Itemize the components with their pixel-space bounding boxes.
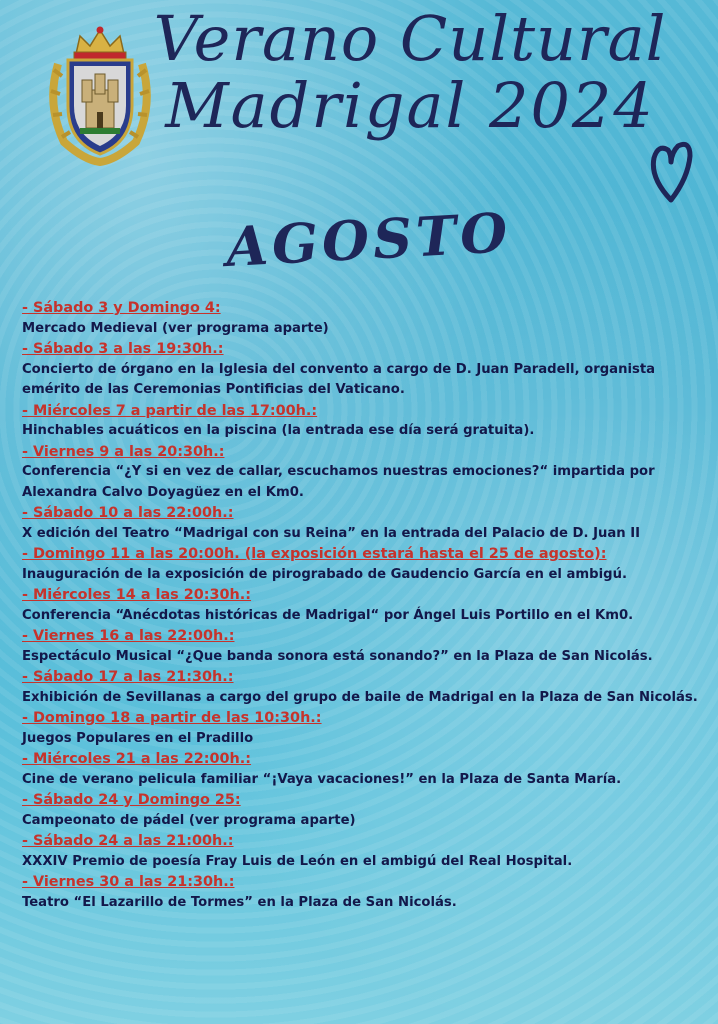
event-item: [22, 626, 702, 667]
event-description: Cine de verano pelicula familiar “¡Vaya vacaciones!” en la Plaza de Santa María.: [22, 771, 622, 787]
event-date: - Sábado 24 a las 21:00h.:: [22, 833, 234, 849]
event-description: Concierto de órgano en la Iglesia del convento a cargo de D. Juan Paradell, organista emérito de las Ceremonias Pontificias del Vaticano.: [22, 361, 656, 397]
event-item: [22, 503, 702, 544]
event-date: - Viernes 16 a las 22:00h.:: [22, 628, 235, 644]
crest-icon: [44, 24, 156, 166]
event-date: - Miércoles 7 a partir de las 17:00h.:: [22, 402, 318, 419]
event-item: [22, 790, 702, 831]
poster-title: [150, 2, 670, 142]
event-item: [22, 872, 702, 913]
event-date: - Sábado 3 a las 19:30h.:: [22, 341, 224, 357]
event-date: - Domingo 11 a las 20:00h. (la exposición estará hasta el 25 de agosto):: [22, 546, 607, 562]
month-heading: AGOSTO: [224, 200, 513, 280]
event-date: - Sábado 24 y Domingo 25:: [22, 792, 241, 808]
event-description: Inauguración de la exposición de pirograbado de Gaudencio García en el ambigú.: [22, 566, 627, 582]
event-description: Mercado Medieval (ver programa aparte): [22, 320, 329, 336]
event-date: - Viernes 30 a las 21:30h.:: [22, 874, 235, 890]
event-description: Juegos Populares en el Pradillo: [22, 730, 254, 746]
event-list: [22, 298, 702, 913]
event-description: X edición del Teatro “Madrigal con su Reina” en la entrada del Palacio de D. Juan II: [22, 525, 641, 541]
event-description: Exhibición de Sevillanas a cargo del grupo de baile de Madrigal en la Plaza de San Nicolás.: [22, 689, 698, 705]
event-date: - Viernes 9 a las 20:30h.:: [22, 443, 225, 460]
event-date: - Sábado 17 a las 21:30h.:: [22, 669, 234, 685]
event-description: Conferencia “Anécdotas históricas de Madrigal“ por Ángel Luis Portillo en el Km0.: [22, 607, 634, 623]
event-item: [22, 401, 702, 442]
event-date: - Miércoles 21 a las 22:00h.:: [22, 751, 252, 767]
event-item: [22, 339, 702, 401]
event-description: Campeonato de pádel (ver programa aparte): [22, 812, 356, 828]
event-description: Conferencia “¿Y si en vez de callar, escuchamos nuestras emociones?“ impartida por Alexandra Calvo Doyagüez en el Km0.: [22, 464, 655, 500]
title-line1: Verano Cultural: [153, 2, 667, 75]
event-item: [22, 544, 702, 585]
event-description: Teatro “El Lazarillo de Tormes” en la Plaza de San Nicolás.: [22, 894, 457, 910]
event-date: - Sábado 3 y Domingo 4:: [22, 300, 221, 316]
event-item: [22, 708, 702, 749]
title-line2: Madrigal 2024: [165, 68, 655, 142]
event-description: Espectáculo Musical “¿Que banda sonora está sonando?” en la Plaza de San Nicolás.: [22, 648, 653, 664]
event-description: XXXIV Premio de poesía Fray Luis de León en el ambigú del Real Hospital.: [22, 853, 573, 869]
event-item: [22, 298, 702, 339]
event-item: [22, 585, 702, 626]
event-date: - Domingo 18 a partir de las 10:30h.:: [22, 710, 322, 726]
event-item: [22, 442, 702, 504]
heart-icon: [648, 140, 694, 206]
event-date: - Miércoles 14 a las 20:30h.:: [22, 587, 252, 603]
event-date: - Sábado 10 a las 22:00h.:: [22, 505, 234, 521]
event-description: Hinchables acuáticos en la piscina (la entrada ese día será gratuita).: [22, 423, 535, 438]
event-item: [22, 831, 702, 872]
event-item: [22, 667, 702, 708]
event-item: [22, 749, 702, 790]
